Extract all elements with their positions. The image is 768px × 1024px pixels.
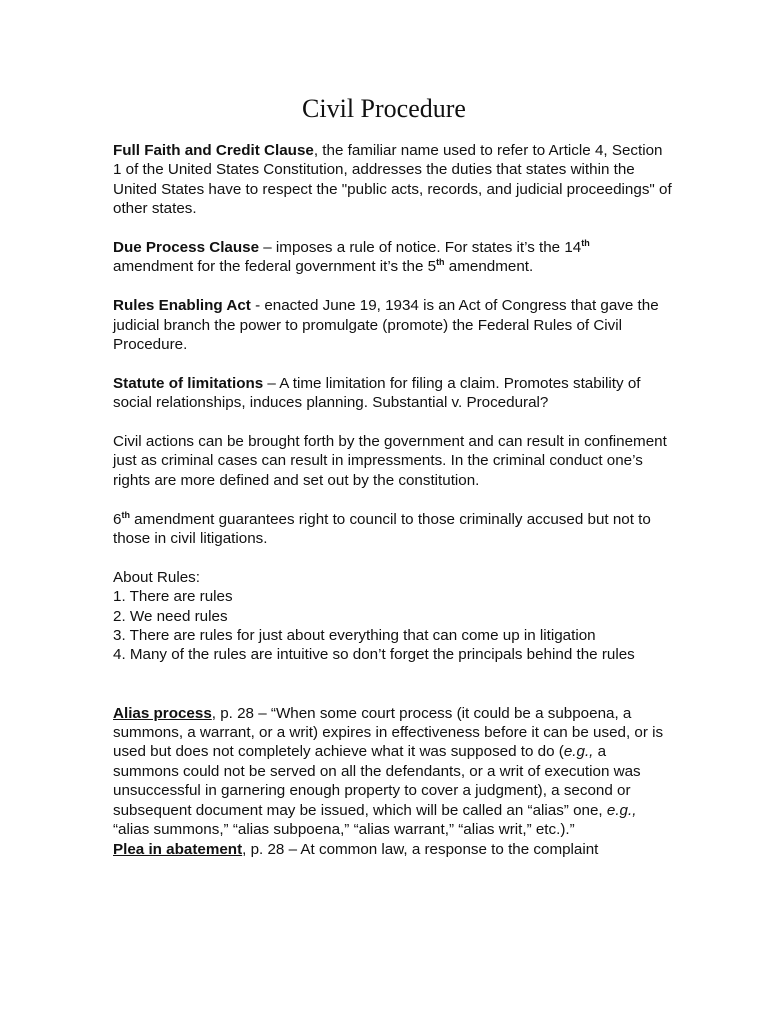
paragraph-due-process: [113, 238, 673, 277]
paragraph-sixth-amendment: [113, 510, 673, 549]
eg-abbrev: e.g.,: [606, 801, 637, 819]
definition-alias-c: “alias summons,” “alias subpoena,” “alias warrant,” “alias writ,” etc.).”: [113, 821, 575, 839]
definition-due-process-b: amendment for the federal government it’s the 5: [113, 258, 437, 276]
superscript-th: th: [121, 509, 130, 520]
term-full-faith: Full Faith and Credit Clause: [113, 142, 314, 159]
definition-alias-b: a summons could not be served on all the defendants, or a writ of execution was unsuccessful in garnering enough property to cover a judgment), a second or subsequent document may be issued, which will be called an “alias” one,: [113, 743, 641, 819]
paragraph-civil-actions: Civil actions can be brought forth by the government and can result in confinement just as criminal cases can result in impressments. In the criminal conduct one’s rights are more defined and set out by the constitution.: [113, 433, 667, 489]
superscript-th: th: [436, 257, 445, 268]
definition-alias-a: , p. 28 – “When some court process (it could be a subpoena, a summons, a warrant, or a writ) expires in effectiveness before it can be used, or is used but does not completely achieve what it was supposed to do (: [113, 704, 664, 761]
list-item: 2. We need rules: [113, 607, 228, 625]
term-rules-enabling: Rules Enabling Act: [113, 297, 251, 315]
term-due-process: Due Process Clause: [113, 239, 260, 257]
term-plea-abatement: Plea in abatement: [113, 840, 243, 858]
paragraph-full-faith: [113, 141, 673, 219]
sixth-text: amendment guarantees right to council to those criminally accused but not to those in civil litigations.: [113, 510, 651, 548]
about-rules-heading: About Rules:: [113, 568, 200, 586]
definition-rules-enabling: - enacted June 19, 1934 is an Act of Congress that gave the judicial branch the power to promulgate (promote) the Federal Rules of Civil Procedure.: [113, 297, 659, 354]
list-item: 4. Many of the rules are intuitive so don’t forget the principals behind the rules: [113, 646, 635, 664]
term-alias-process: Alias process: [113, 704, 212, 722]
definition-statute: – A time limitation for filing a claim. Promotes stability of social relationships, induces planning. Substantial v. Procedural?: [113, 374, 641, 412]
sixth-number: 6: [113, 510, 122, 528]
definition-due-process-a: – imposes a rule of notice. For states it’s the 14: [259, 239, 582, 257]
about-rules-section: [113, 568, 673, 665]
list-item: 3. There are rules for just about everything that can come up in litigation: [113, 627, 596, 645]
superscript-th: th: [581, 238, 590, 249]
definition-full-faith: , the familiar name used to refer to Article 4, Section 1 of the United States Constitution, addresses the duties that states within the United States have to respect the "public acts, records, and judicial proceedings" of other states.: [113, 142, 672, 218]
eg-abbrev: e.g.,: [563, 743, 594, 761]
paragraph-statute: [113, 374, 673, 413]
paragraph-alias-process: [113, 704, 673, 840]
paragraph-rules-enabling: [113, 296, 673, 354]
paragraph-plea-abatement: [113, 840, 673, 859]
definition-due-process-c: amendment.: [444, 258, 534, 276]
page-title: Civil Procedure: [302, 94, 466, 123]
definition-plea-abatement: , p. 28 – At common law, a response to the complaint: [242, 840, 599, 858]
document-body: [113, 141, 673, 859]
term-statute: Statute of limitations: [113, 374, 264, 392]
list-item: 1. There are rules: [113, 588, 233, 606]
